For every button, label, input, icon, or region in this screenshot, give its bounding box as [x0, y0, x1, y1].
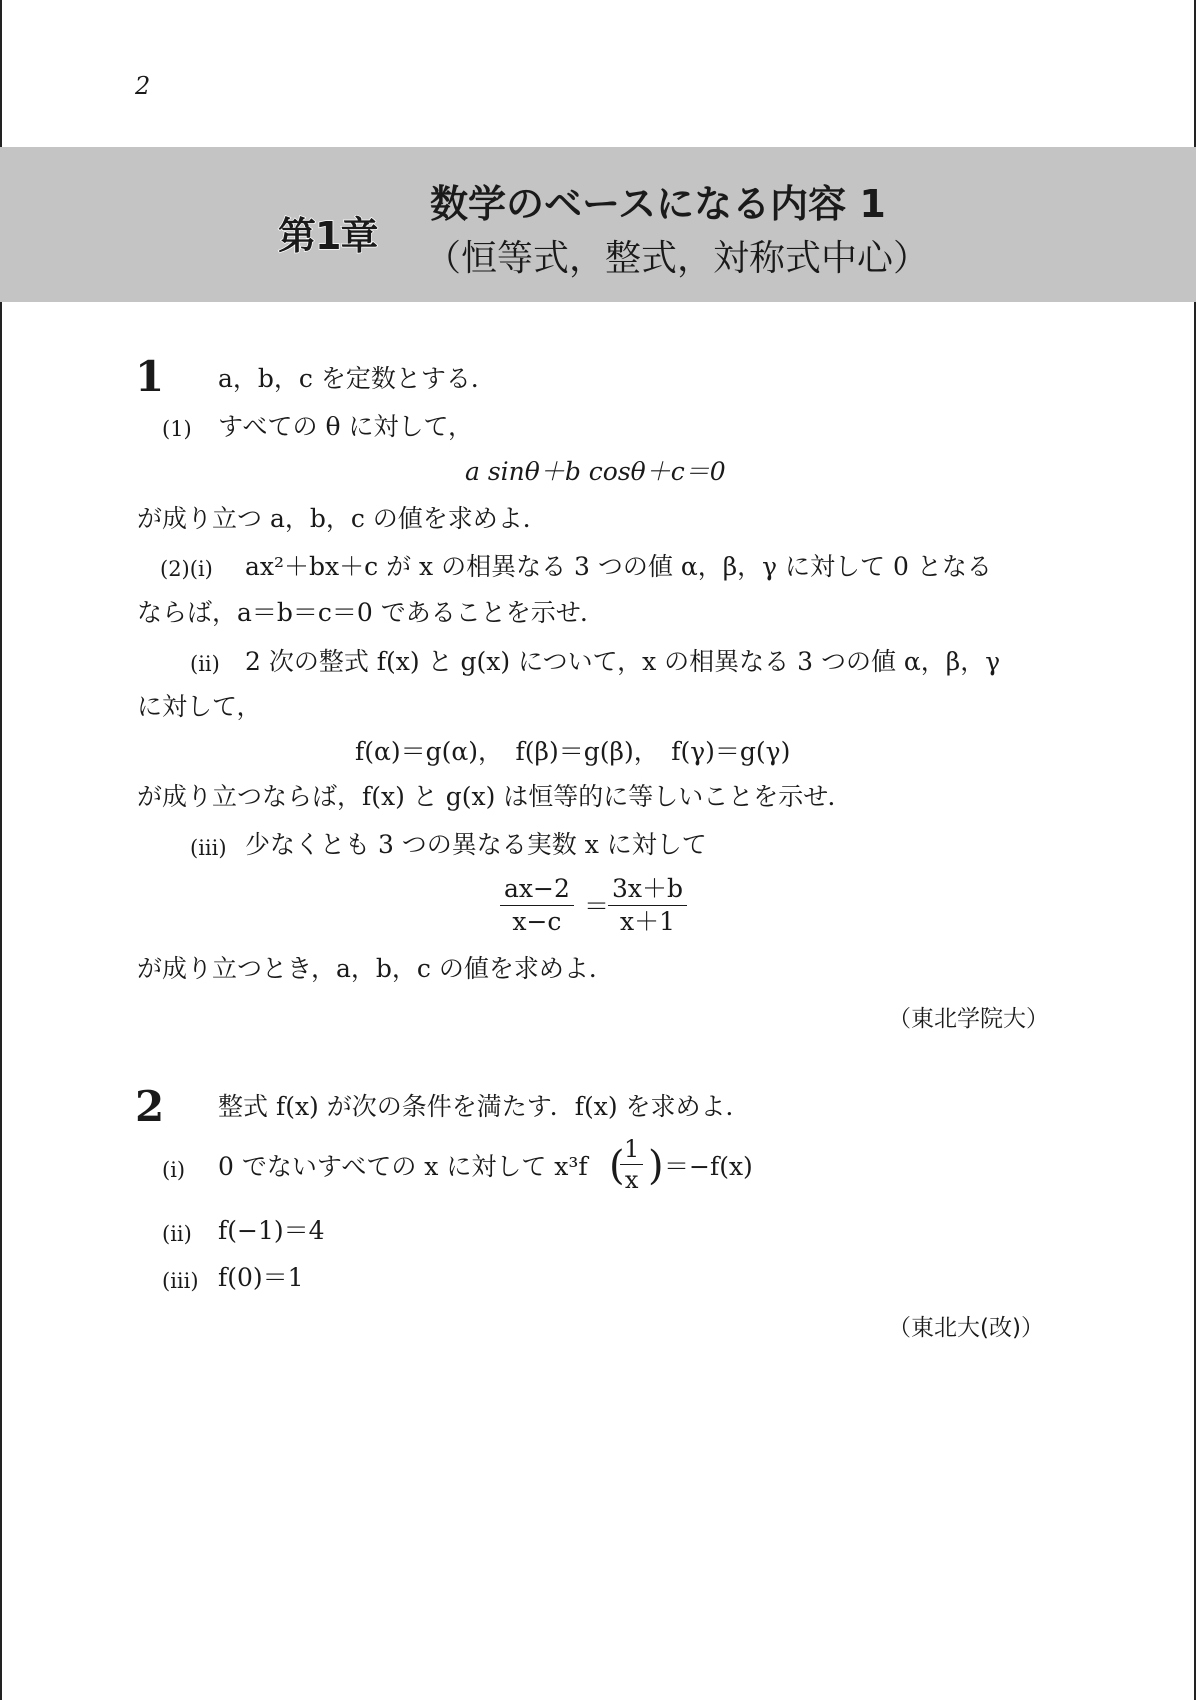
problem-1-part-2ii-text-2: に対して，: [137, 692, 262, 721]
problem-1-part-2iii-label: (iii): [190, 836, 227, 860]
problem-1-part-2i-text-2: ならば，a＝b＝c＝0 であることを示せ．: [137, 598, 606, 627]
problem-1-part-2ii-question: が成り立つならば，f(x) と g(x) は恒等的に等しいことを示せ．: [137, 782, 853, 811]
problem-2-number: 2: [135, 1082, 165, 1131]
problem-1-part-2iii-text: 少なくとも 3 つの異なる実数 x に対して: [245, 830, 707, 859]
problem-1-part-2ii-label: (ii): [190, 652, 220, 676]
problem-2-source: （東北大(改)）: [888, 1315, 1044, 1341]
problem-1-part-2i-label: (2)(i): [160, 557, 213, 581]
problem-1-source: （東北学院大）: [888, 1006, 1049, 1032]
condition-i-fraction-numerator: 1: [620, 1134, 643, 1165]
problem-2-condition-iii-text: f(0)＝1: [218, 1263, 304, 1292]
problem-1-equals-sign: ＝: [584, 892, 610, 921]
fraction-right-denominator: x＋1: [620, 907, 676, 936]
chapter-title: 数学のベースになる内容 1: [430, 182, 886, 226]
page-number: 2: [135, 72, 151, 100]
problem-2-condition-ii-text: f(−1)＝4: [218, 1216, 325, 1245]
problem-1-part-2iii-question: が成り立つとき，a，b，c の値を求めよ．: [137, 954, 614, 983]
problem-1-part-2ii-text-1: 2 次の整式 f(x) と g(x) について，x の相異なる 3 つの値 α，β，γ: [245, 647, 1001, 676]
problem-1-part-1-text: すべての θ に対して，: [218, 412, 473, 441]
problem-2-intro: 整式 f(x) が次の条件を満たす．f(x) を求めよ．: [218, 1092, 751, 1121]
problem-2-condition-i-text: 0 でないすべての x に対して x³f: [218, 1152, 588, 1181]
right-paren: ): [648, 1143, 664, 1189]
problem-2-condition-i-fraction: [620, 1134, 643, 1195]
problem-1-part-2ii-equation: f(α)＝g(α)， f(β)＝g(β)， f(γ)＝g(γ): [355, 737, 791, 766]
fraction-right-numerator: 3x＋b: [608, 873, 687, 906]
problem-1-part-2i-text-1: ax²＋bx＋c が x の相異なる 3 つの値 α，β，γ に対して 0 となる: [245, 552, 992, 581]
fraction-left-numerator: ax−2: [500, 873, 574, 906]
problem-1-intro: a，b，c を定数とする．: [218, 364, 496, 393]
fraction-left-denominator: x−c: [512, 907, 562, 936]
problem-1-part-1-equation: a sinθ＋b cosθ＋c＝0: [465, 457, 726, 486]
problem-2-condition-i-tail: ＝−f(x): [664, 1152, 753, 1181]
problem-1-fraction-right: [608, 873, 687, 938]
problem-1-part-1-label: (1): [162, 417, 192, 441]
problem-2-condition-iii-label: (iii): [162, 1269, 199, 1293]
problem-1-fraction-left: [500, 873, 574, 938]
problem-1-part-1-question: が成り立つ a，b，c の値を求めよ．: [137, 504, 548, 533]
chapter-subtitle: （恒等式，整式，対称式中心）: [425, 238, 930, 279]
problem-1-number: 1: [135, 352, 165, 401]
problem-2-condition-ii-label: (ii): [162, 1222, 192, 1246]
chapter-label: 第1章: [278, 214, 378, 258]
problem-2-condition-i-label: (i): [162, 1158, 186, 1182]
condition-i-fraction-denominator: x: [624, 1166, 639, 1194]
left-paren: (: [609, 1143, 625, 1189]
